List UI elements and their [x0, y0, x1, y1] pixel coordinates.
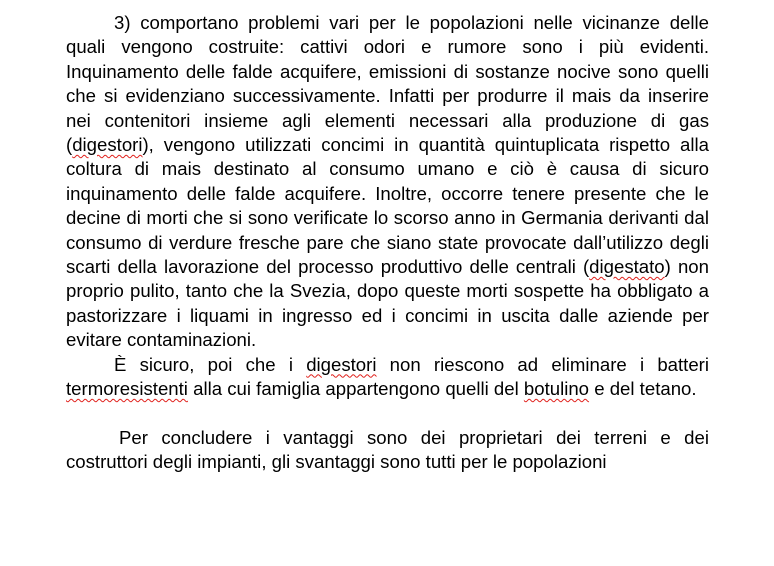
paragraph-problems[interactable]: [66, 11, 709, 353]
text-run: e del tetano.: [589, 378, 697, 400]
spellcheck-word-digestori[interactable]: digestori: [306, 353, 377, 375]
paragraph-bacteria[interactable]: [66, 353, 709, 402]
spellcheck-word-botulino[interactable]: botulino: [523, 378, 590, 400]
document-text[interactable]: [66, 11, 709, 475]
text-run: È sicuro, poi che i: [114, 353, 307, 375]
text-run: non riescono ad eliminare i batteri: [376, 353, 710, 375]
spellcheck-word-digestato[interactable]: digestato: [589, 256, 665, 278]
text-run: ) non proprio pulito, tanto che la Svezia, dopo queste morti sospette ha obbligato a pastorizzare i liquami in ingresso ed i concimi in uscita dalle aziende per evitare contaminazioni.: [66, 256, 709, 351]
text-run: 3) comportano problemi vari per le popolazioni nelle vicinanze delle quali vengono costruite: cattivi odori e rumore sono i più evidenti. Inquinamento delle falde acquifere, emissioni di sostanze nocive sono quelli che si evidenziano successivamente. Infatti per produrre il mais da inserire nei contenitori insieme agli elementi necessari alla produzione di gas (: [66, 12, 709, 156]
spellcheck-word-termoresistenti[interactable]: termoresistenti: [66, 378, 188, 400]
text-run: alla cui famiglia appartengono quelli del: [187, 378, 524, 400]
spellcheck-word-digestori[interactable]: digestori: [72, 134, 143, 156]
text-run: Per concludere i vantaggi sono dei proprietari dei terreni e dei costruttori degli impianti, gli svantaggi sono tutti per le popolazioni: [66, 426, 709, 473]
paragraph-conclusion[interactable]: [66, 426, 709, 475]
text-run: ), vengono utilizzati concimi in quantità quintuplicata rispetto alla coltura di mais destinato al consumo umano e ciò è causa di sicuro inquinamento delle falde acquifere. Inoltre, occorre tenere presente che le decine di morti che si sono verificate lo scorso anno in Germania derivanti dal consumo di verdure fresche pare che siano state provocate dall’utilizzo degli scarti della lavorazione del processo produttivo delle centrali (: [66, 134, 709, 278]
